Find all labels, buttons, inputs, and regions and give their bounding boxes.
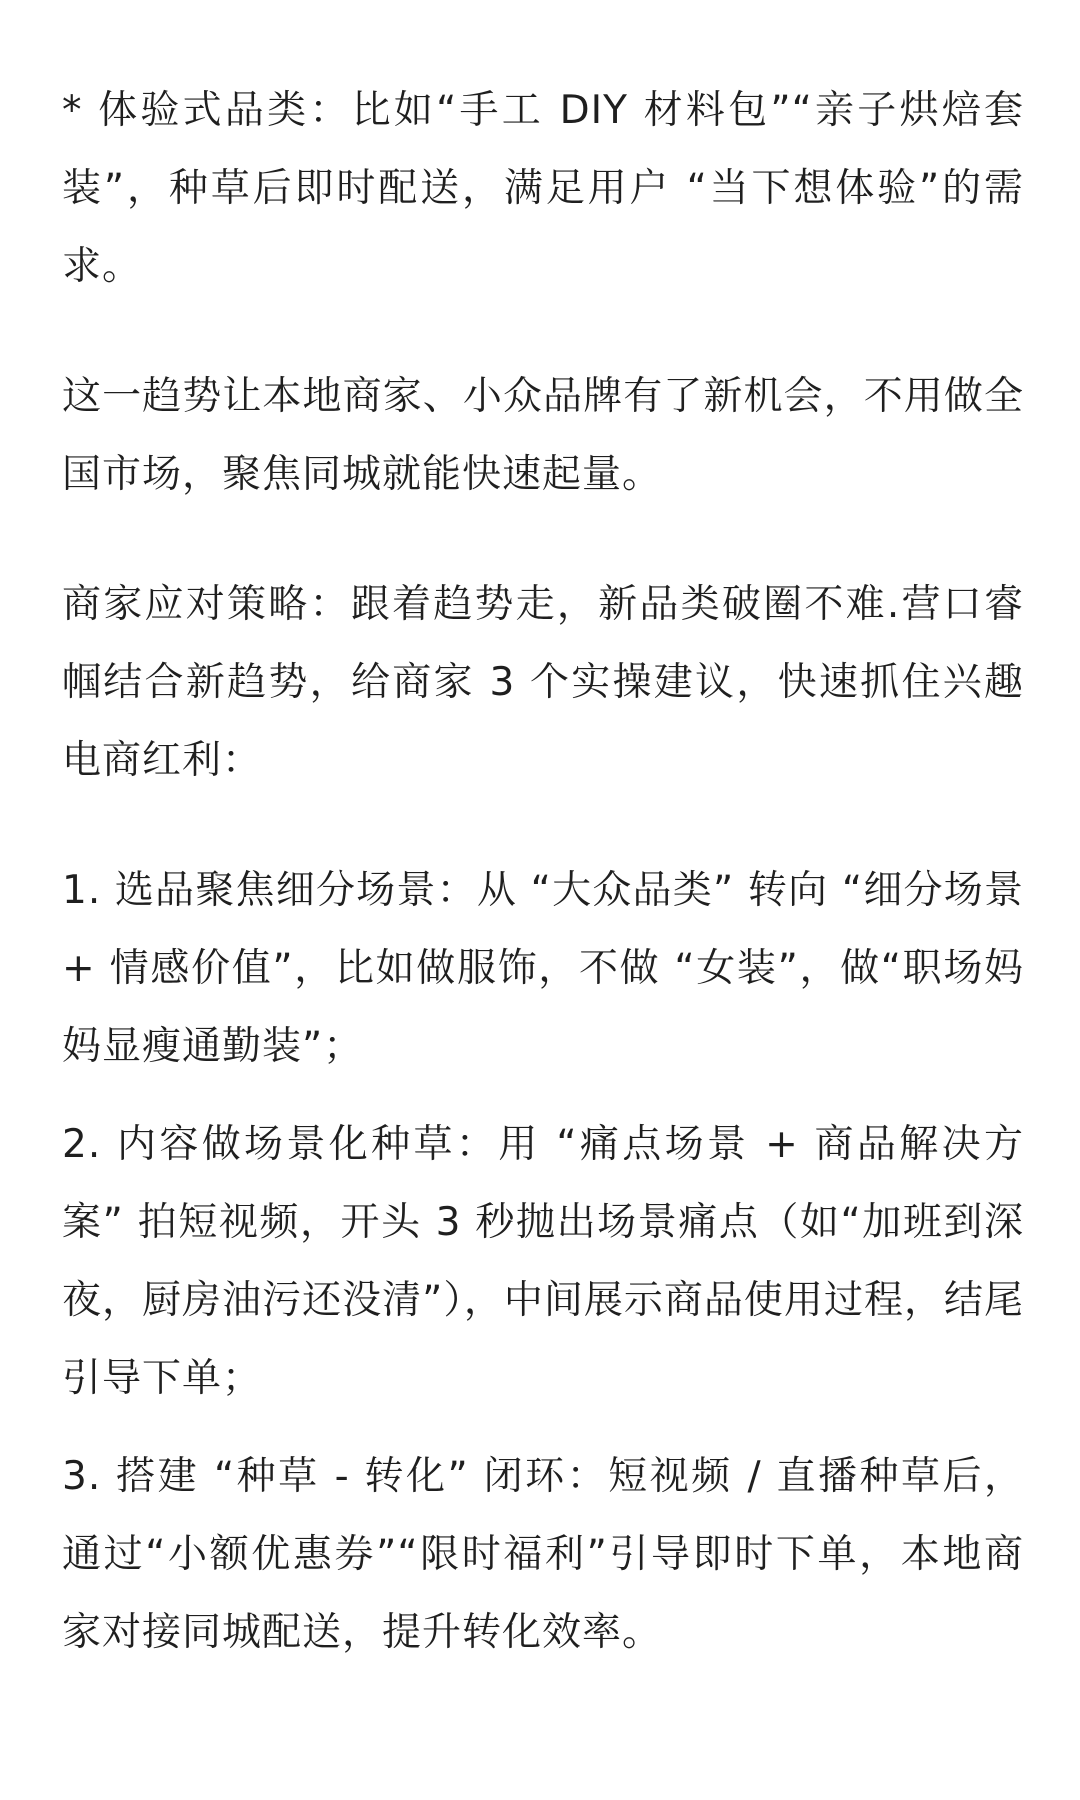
article-body (62, 72, 1024, 1672)
list-item-1: 1. 选品聚焦细分场景：从 “大众品类” 转向 “细分场景 + 情感价值”，比如做服饰，不做 “女装”，做“职场妈妈显瘦通勤装”； (62, 868, 1024, 1069)
paragraph-merchant-strategy: 商家应对策略：跟着趋势走，新品类破圈不难.营口睿帼结合新趋势，给商家 3 个实操建议，快速抓住兴趣电商红利： (62, 582, 1024, 783)
paragraph-trend-opportunity: 这一趋势让本地商家、小众品牌有了新机会，不用做全国市场，聚焦同城就能快速起量。 (62, 374, 1024, 497)
list-item-3: 3. 搭建 “种草 - 转化” 闭环：短视频 / 直播种草后，通过“小额优惠券”“限时福利”引导即时下单，本地商家对接同城配送，提升转化效率。 (62, 1454, 1024, 1655)
paragraph-experience-category: * 体验式品类：比如“手工 DIY 材料包”“亲子烘焙套装”，种草后即时配送，满足用户 “当下想体验”的需求。 (62, 88, 1024, 289)
list-item-2: 2. 内容做场景化种草：用 “痛点场景 + 商品解决方案” 拍短视频，开头 3 秒抛出场景痛点（如“加班到深夜，厨房油污还没清”），中间展示商品使用过程，结尾引导下单； (62, 1122, 1024, 1401)
